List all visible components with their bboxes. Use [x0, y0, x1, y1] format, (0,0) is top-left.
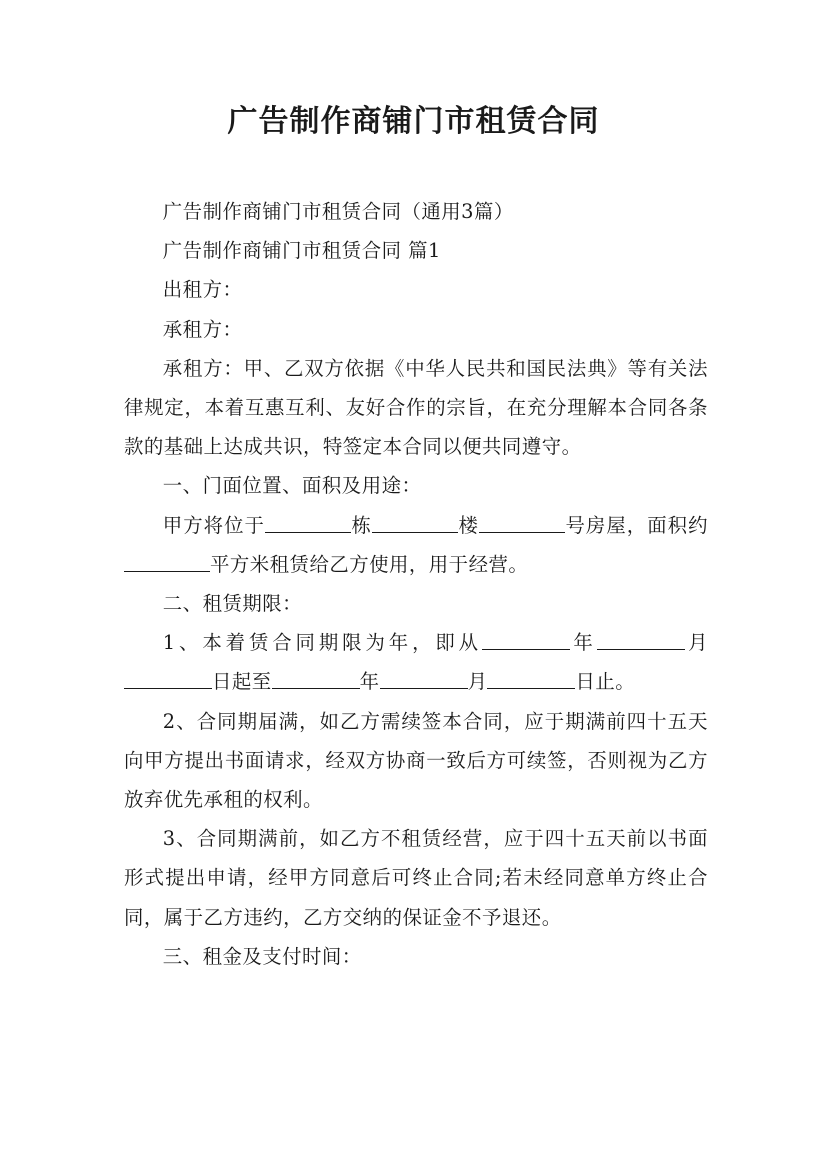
blank-line — [124, 670, 212, 689]
text-segment: 楼 — [457, 513, 479, 537]
text-segment: 1、本着赁合同期限为年，即从 — [162, 631, 482, 655]
blank-line — [380, 670, 468, 689]
lessee-label: 承租方： — [162, 317, 243, 341]
text-segment: 日起至 — [212, 670, 272, 694]
text-segment: 平方米租赁给乙方使用，用于经营。 — [210, 552, 529, 576]
blank-line — [372, 513, 458, 532]
preamble-paragraph: 承租方：甲、乙双方依据《中华人民共和国民法典》等有关法律规定，本着互惠互利、友好合作的宗旨，在充分理解本合同各条款的基础上达成共识，特签定本合同以便共同遵守。 — [124, 356, 708, 459]
blank-line — [265, 513, 351, 532]
section3-heading: 三、租金及支付时间： — [162, 944, 362, 968]
blank-line — [272, 670, 360, 689]
text-segment: 年 — [569, 631, 597, 655]
lessor-label: 出租方： — [162, 278, 243, 302]
blank-line — [597, 631, 685, 650]
document-title: 广告制作商铺门市租赁合同 — [227, 104, 600, 139]
text-segment: 年 — [359, 670, 380, 694]
text-segment: 月 — [684, 631, 709, 655]
section1-paragraph — [124, 506, 708, 584]
blank-line — [124, 552, 210, 571]
section1-heading: 一、门面位置、面积及用途： — [162, 474, 422, 498]
blank-line — [487, 670, 575, 689]
text-segment: 栋 — [350, 513, 372, 537]
text-segment: 日止。 — [575, 670, 636, 694]
blank-line — [482, 631, 570, 650]
clause3-paragraph: 3、合同期满前，如乙方不租赁经营，应于四十五天前以书面形式提出申请，经甲方同意后可终止合同;若未经同意单方终止合同，属于乙方违约，乙方交纳的保证金不予退还。 — [124, 827, 708, 929]
intro-heading: 广告制作商铺门市租赁合同（通用3篇） — [162, 200, 514, 223]
section2-heading: 二、租赁期限： — [162, 592, 303, 616]
blank-line — [479, 513, 565, 532]
clause2-paragraph: 2、合同期届满，如乙方需续签本合同，应于期满前四十五天向甲方提出书面请求，经双方协商一致后方可续签，否则视为乙方放弃优先承租的权利。 — [124, 709, 708, 812]
text-segment: 甲方将位于 — [162, 513, 265, 537]
document-body — [124, 192, 708, 976]
text-segment: 号房屋，面积约 — [564, 513, 709, 537]
article-heading: 广告制作商铺门市租赁合同 篇1 — [162, 239, 441, 263]
text-segment: 月 — [467, 670, 488, 694]
clause1-paragraph — [124, 623, 708, 701]
